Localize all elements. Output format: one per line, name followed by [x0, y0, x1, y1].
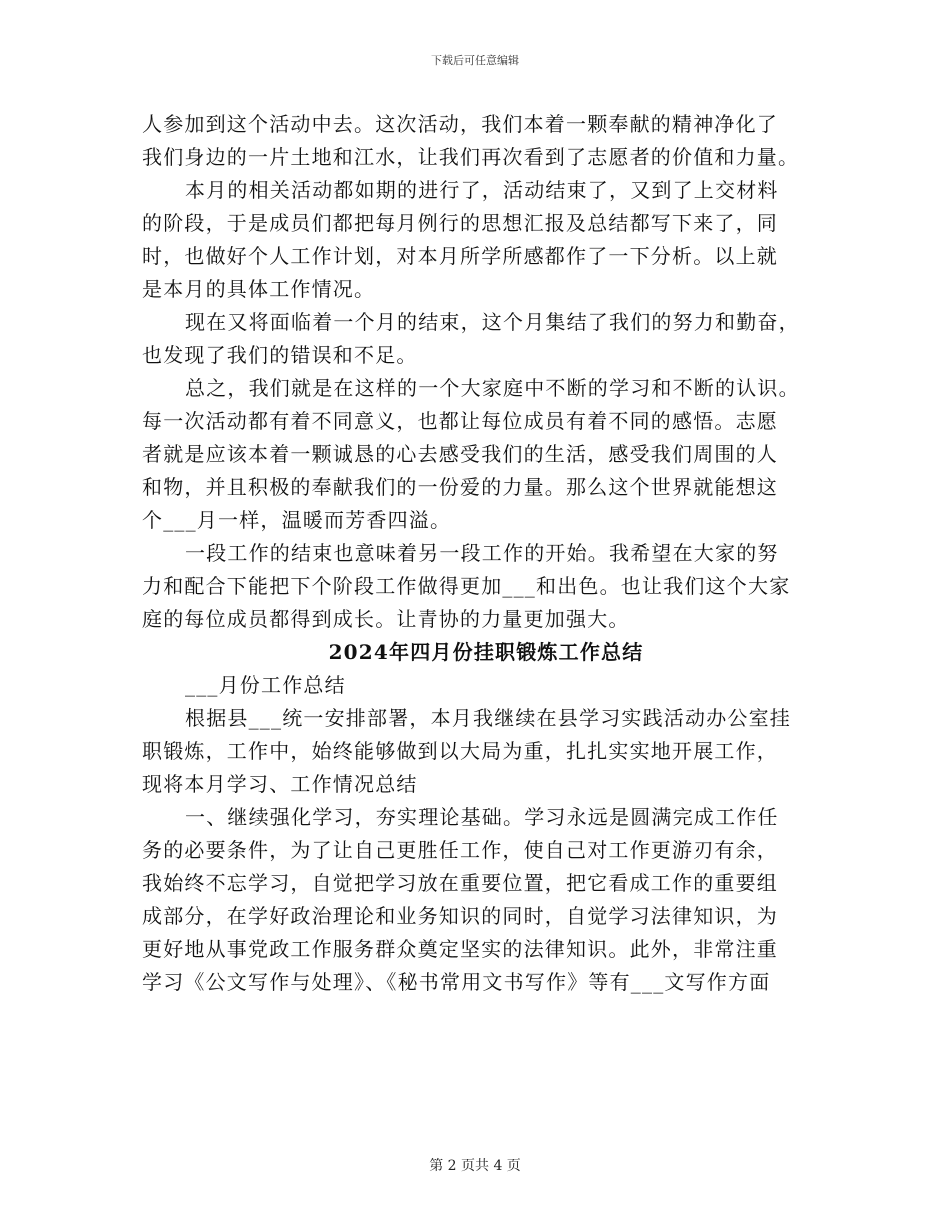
text-line: 每一次活动都有着不同意义，也都让每位成员有着不同的感悟。志愿 [142, 409, 778, 433]
text-line: 总之，我们就是在这样的一个大家庭中不断的学习和不断的认识。 [185, 376, 800, 400]
section-title: 2024年四月份挂职锻炼工作总结 [328, 640, 644, 664]
text-line: 一段工作的结束也意味着另一段工作的开始。我希望在大家的努 [185, 541, 779, 565]
text-line: 也发现了我们的错误和不足。 [142, 343, 418, 367]
text-line: 个___月一样，温暖而芳香四溢。 [142, 508, 452, 532]
text-line: 是本月的具体工作情况。 [142, 277, 376, 301]
text-line: 力和配合下能把下个阶段工作做得更加___和出色。也让我们这个大家 [142, 574, 791, 598]
text-line: ___月份工作总结 [185, 673, 346, 697]
text-line: 人参加到这个活动中去。这次活动，我们本着一颗奉献的精神净化了 [142, 112, 778, 136]
page-header: 下载后可任意编辑 [431, 54, 519, 67]
text-line: 根据县___统一安排部署，本月我继续在县学习实践活动办公室挂 [185, 706, 791, 730]
text-line: 职锻炼，工作中，始终能够做到以大局为重，扎扎实实地开展工作， [142, 739, 778, 763]
text-line: 更好地从事党政工作服务群众奠定坚实的法律知识。此外，非常注重 [142, 937, 778, 961]
text-line: 学习《公文写作与处理》、《秘书常用文书写作》等有___文写作方面 [142, 970, 771, 994]
text-line: 庭的每位成员都得到成长。让青协的力量更加强大。 [142, 607, 630, 631]
text-line: 成部分，在学好政治理论和业务知识的同时，自觉学习法律知识，为 [142, 904, 778, 928]
page-footer: 第 2 页共 4 页 [429, 1158, 521, 1174]
text-line: 本月的相关活动都如期的进行了，活动结束了，又到了上交材料 [185, 178, 779, 202]
text-line: 现将本月学习、工作情况总结 [142, 772, 418, 796]
text-line: 我始终不忘学习，自觉把学习放在重要位置，把它看成工作的重要组 [142, 871, 778, 895]
text-line: 我们身边的一片土地和江水，让我们再次看到了志愿者的价值和力量。 [142, 145, 800, 169]
text-line: 务的必要条件，为了让自己更胜任工作，使自己对工作更游刃有余， [142, 838, 778, 862]
text-line: 的阶段，于是成员们都把每月例行的思想汇报及总结都写下来了，同 [142, 211, 778, 235]
text-line: 和物，并且积极的奉献我们的一份爱的力量。那么这个世界就能想这 [142, 475, 778, 499]
text-line: 者就是应该本着一颗诚恳的心去感受我们的生活，感受我们周围的人 [142, 442, 778, 466]
document-body [142, 108, 810, 999]
text-line: 一、继续强化学习，夯实理论基础。学习永远是圆满完成工作任 [185, 805, 779, 829]
text-line: 现在又将面临着一个月的结束，这个月集结了我们的努力和勤奋， [185, 310, 800, 334]
text-line: 时，也做好个人工作计划，对本月所学所感都作了一下分析。以上就 [142, 244, 778, 268]
